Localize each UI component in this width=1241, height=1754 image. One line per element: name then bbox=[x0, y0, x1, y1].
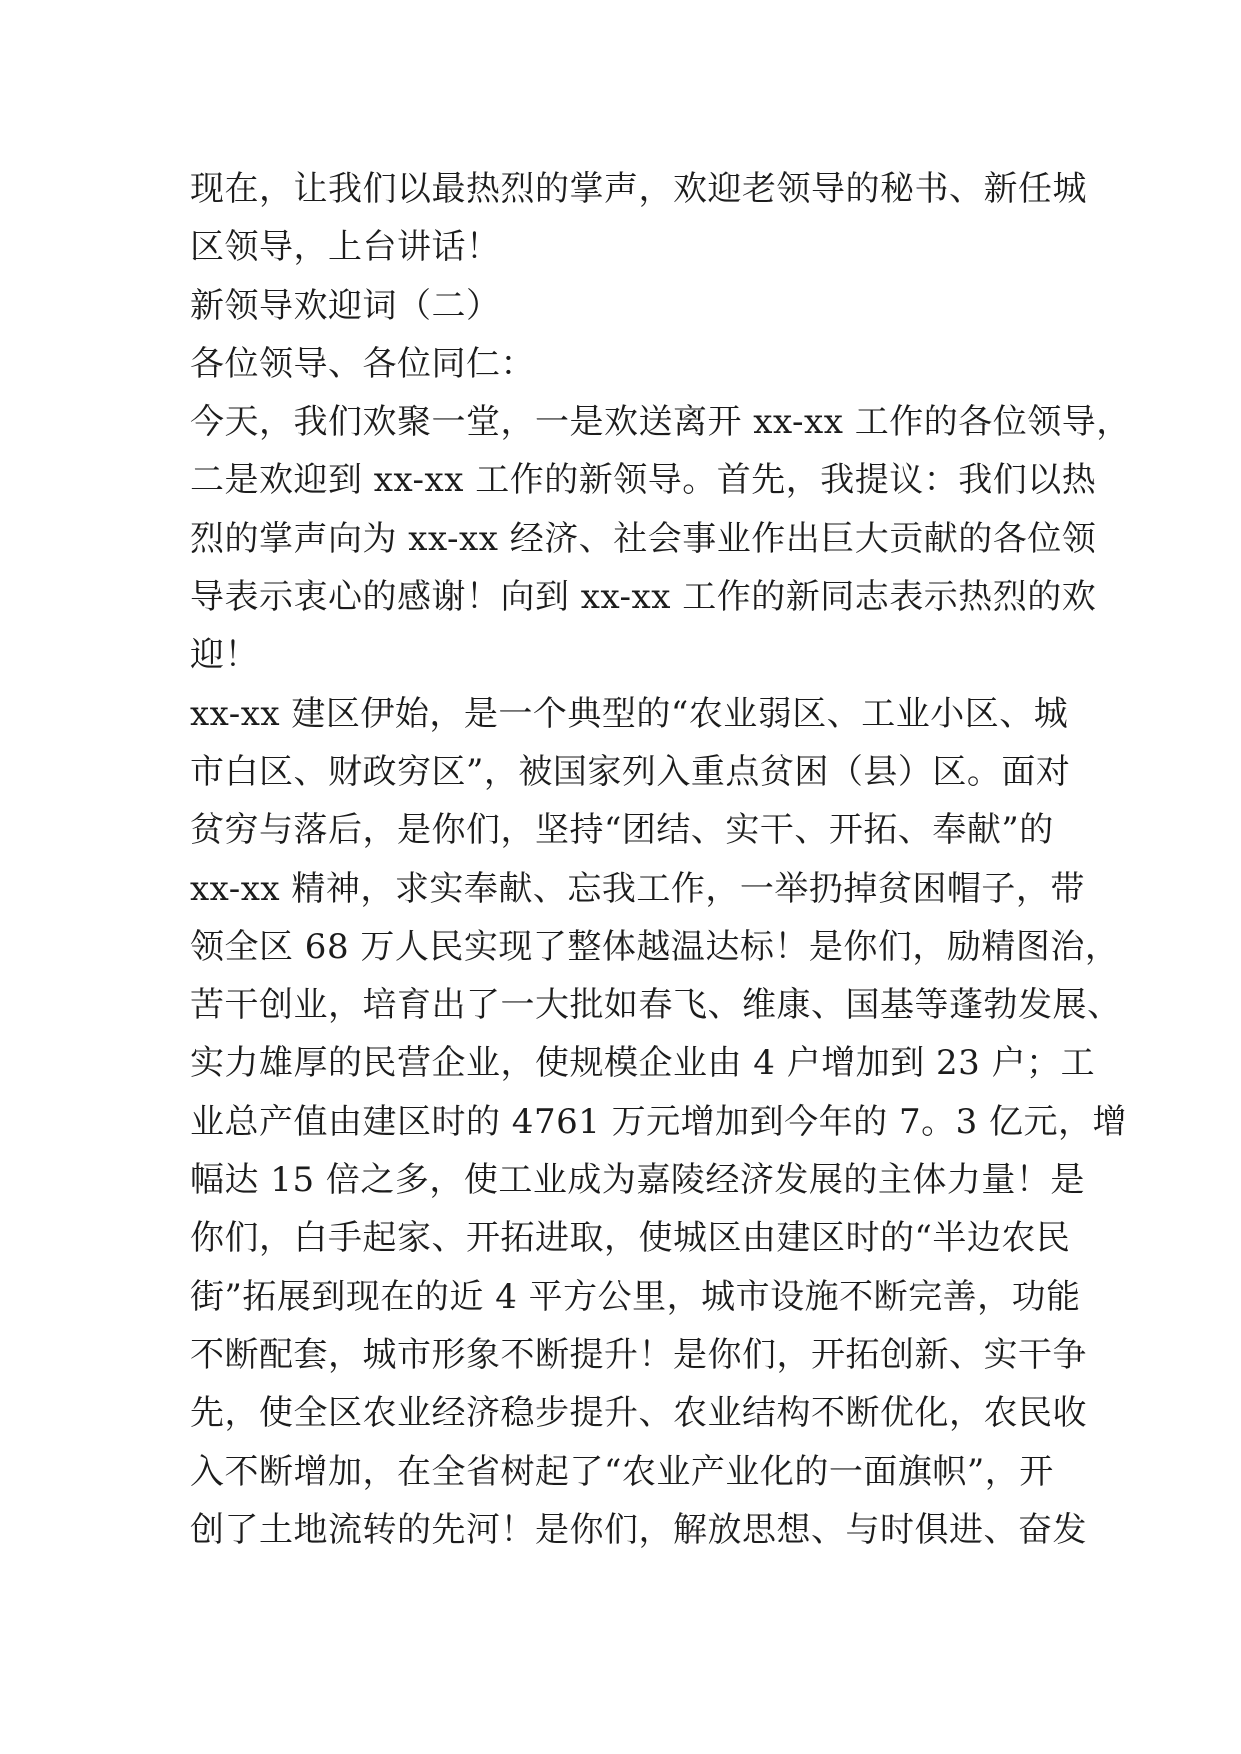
text-line: 先，使全区农业经济稳步提升、农业结构不断优化，农民收 bbox=[190, 1393, 1087, 1434]
text-line: 实力雄厚的民营企业，使规模企业由 4 户增加到 23 户；工 bbox=[190, 1043, 1096, 1084]
text-line: 你们，白手起家、开拓进取，使城区由建区时的“半边农民 bbox=[190, 1218, 1071, 1259]
text-line: 二是欢迎到 xx-xx 工作的新领导。首先，我提议：我们以热 bbox=[190, 460, 1097, 501]
document-body bbox=[190, 160, 1131, 1559]
text-line: 导表示衷心的感谢！向到 xx-xx 工作的新同志表示热烈的欢 bbox=[190, 577, 1097, 618]
text-line: xx-xx 精神，求实奉献、忘我工作，一举扔掉贫困帽子，带 bbox=[190, 868, 1085, 909]
text-line: 苦干创业，培育出了一大批如春飞、维康、国基等蓬勃发展、 bbox=[190, 985, 1122, 1026]
text-line: 业总产值由建区时的 4761 万元增加到今年的 7。3 亿元，增 bbox=[190, 1101, 1128, 1142]
salutation: 各位领导、各位同仁： bbox=[190, 343, 535, 384]
text-line: 今天，我们欢聚一堂，一是欢送离开 xx-xx 工作的各位领导， bbox=[190, 402, 1131, 443]
text-line: xx-xx 建区伊始，是一个典型的“农业弱区、工业小区、城 bbox=[190, 693, 1069, 734]
section-heading: 新领导欢迎词（二） bbox=[190, 285, 501, 326]
text-line: 贫穷与落后，是你们，坚持“团结、实干、开拓、奉献”的 bbox=[190, 810, 1054, 851]
text-line: 迎！ bbox=[190, 635, 259, 676]
text-line: 不断配套，城市形象不断提升！是你们，开拓创新、实干争 bbox=[190, 1334, 1087, 1375]
text-line: 幅达 15 倍之多，使工业成为嘉陵经济发展的主体力量！是 bbox=[190, 1160, 1085, 1201]
text-line: 烈的掌声向为 xx-xx 经济、社会事业作出巨大贡献的各位领 bbox=[190, 518, 1097, 559]
text-line: 入不断增加，在全省树起了“农业产业化的一面旗帜”，开 bbox=[190, 1451, 1054, 1492]
text-line: 领全区 68 万人民实现了整体越温达标！是你们，励精图治， bbox=[190, 926, 1120, 967]
text-line: 创了土地流转的先河！是你们，解放思想、与时俱进、奋发 bbox=[190, 1509, 1087, 1550]
text-line: 街”拓展到现在的近 4 平方公里，城市设施不断完善，功能 bbox=[190, 1276, 1081, 1317]
text-line: 市白区、财政穷区”，被国家列入重点贫困（县）区。面对 bbox=[190, 751, 1071, 792]
text-line: 现在，让我们以最热烈的掌声，欢迎老领导的秘书、新任城 bbox=[190, 169, 1087, 209]
text-line: 区领导，上台讲话！ bbox=[190, 227, 501, 268]
